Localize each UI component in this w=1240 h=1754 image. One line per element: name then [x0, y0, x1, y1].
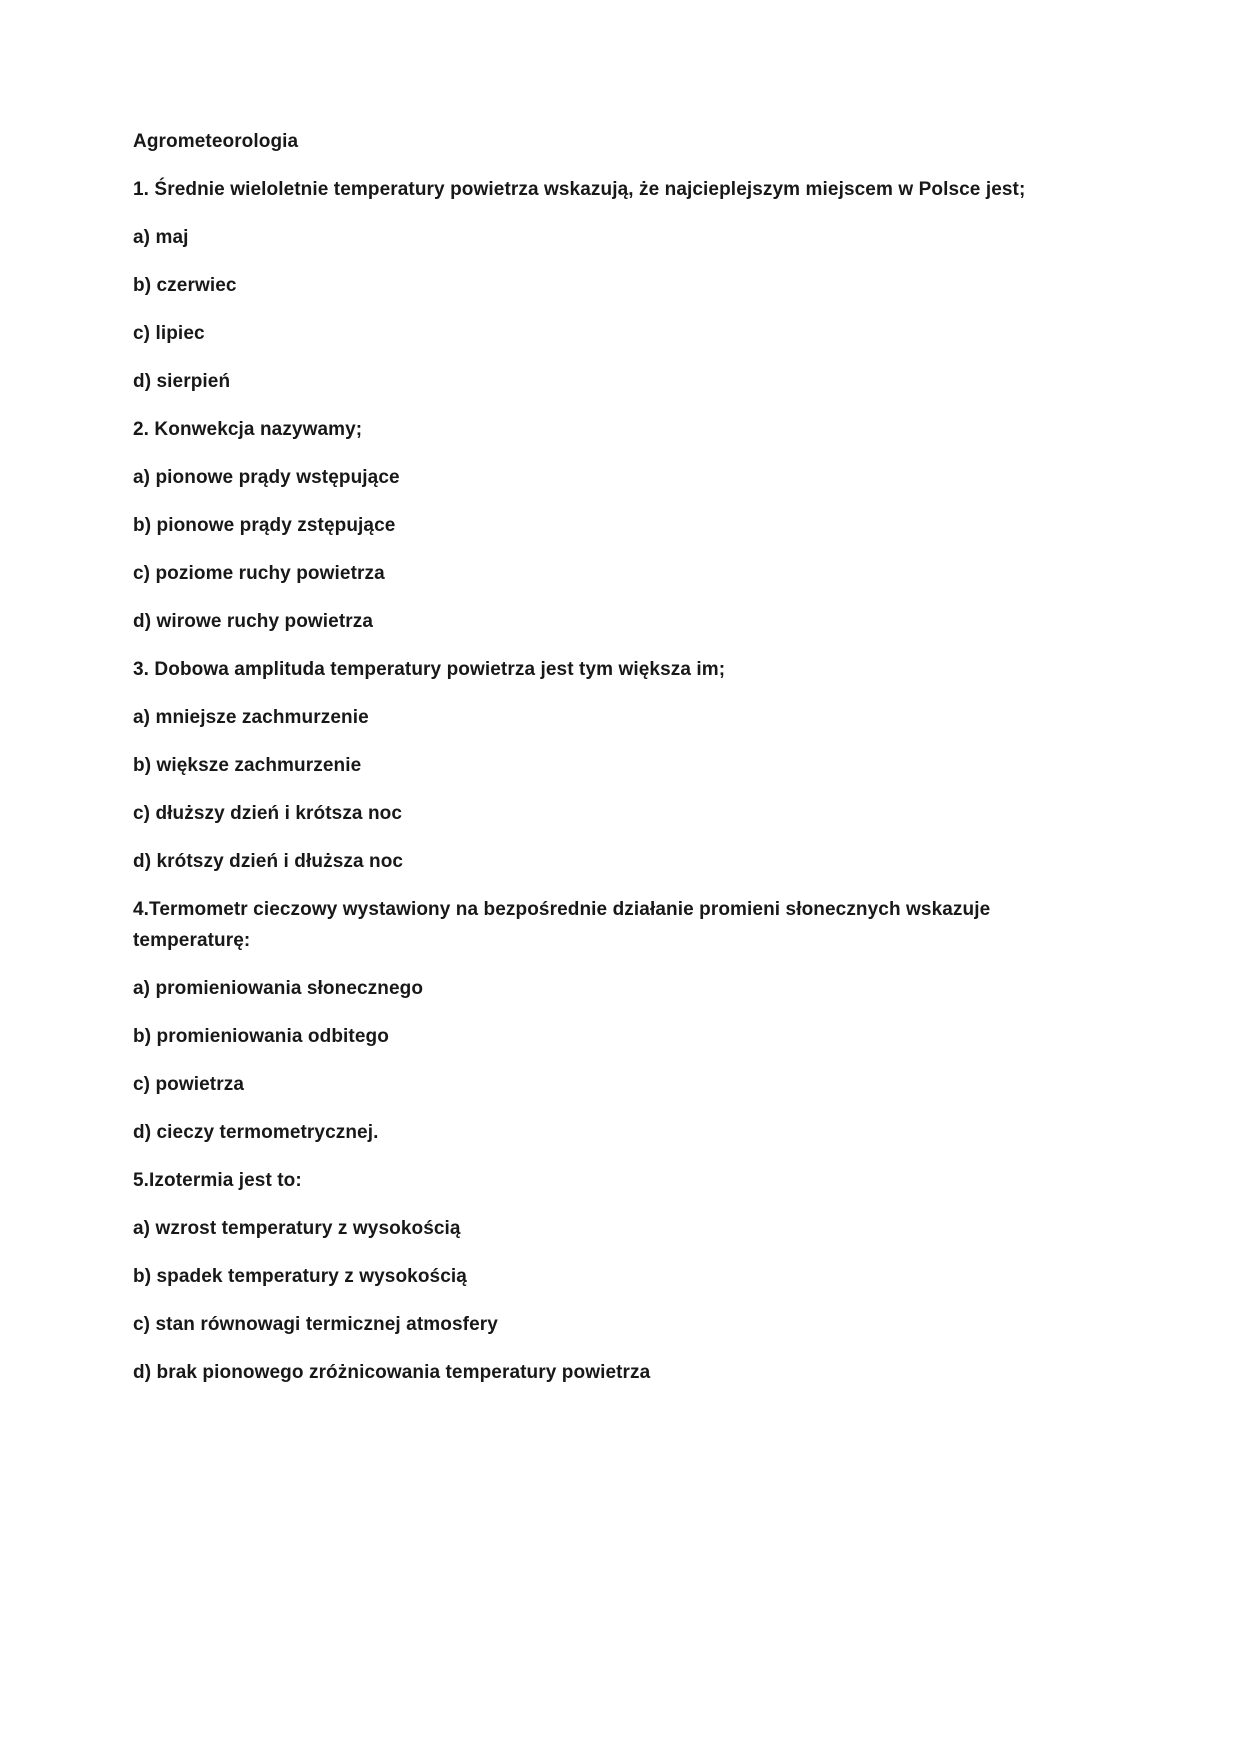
question-1-text: 1. Średnie wieloletnie temperatury powietrza wskazują, że najcieplejszym miejscem w Polsce jest;	[133, 179, 1026, 200]
question-2-answer-b: b) pionowe prądy zstępujące	[133, 515, 396, 536]
question-4-answer-b: b) promieniowania odbitego	[133, 1026, 389, 1047]
question-1-answer-d: d) sierpień	[133, 371, 231, 392]
question-4-answer-d: d) cieczy termometrycznej.	[133, 1122, 379, 1143]
question-1-answer-b: b) czerwiec	[133, 275, 237, 296]
question-4-answer-c: c) powietrza	[133, 1074, 244, 1095]
question-3-answer-a: a) mniejsze zachmurzenie	[133, 707, 369, 728]
question-1-answer-a: a) maj	[133, 227, 189, 248]
question-5-answer-a: a) wzrost temperatury z wysokością	[133, 1218, 461, 1239]
question-1-answer-c: c) lipiec	[133, 323, 205, 344]
question-2-answer-d: d) wirowe ruchy powietrza	[133, 611, 374, 632]
question-2-answer-a: a) pionowe prądy wstępujące	[133, 467, 400, 488]
question-5-answer-b: b) spadek temperatury z wysokością	[133, 1266, 467, 1287]
question-2-text: 2. Konwekcja nazywamy;	[133, 419, 363, 440]
question-4-answer-a: a) promieniowania słonecznego	[133, 978, 424, 999]
question-3-text: 3. Dobowa amplituda temperatury powietrza jest tym większa im;	[133, 659, 726, 680]
question-4-text	[133, 894, 1060, 956]
question-4-text-line-1: 4.Termometr cieczowy wystawiony na bezpośrednie działanie promieni słonecznych wskazuje	[133, 899, 991, 920]
question-3-answer-b: b) większe zachmurzenie	[133, 755, 362, 776]
question-3-answer-d: d) krótszy dzień i dłuższa noc	[133, 851, 404, 872]
question-5-answer-d: d) brak pionowego zróżnicowania temperatury powietrza	[133, 1362, 651, 1383]
question-2-answer-c: c) poziome ruchy powietrza	[133, 563, 385, 584]
question-5-answer-c: c) stan równowagi termicznej atmosfery	[133, 1314, 498, 1335]
question-4-text-line-2: temperaturę:	[133, 930, 251, 951]
document-title: Agrometeorologia	[133, 131, 299, 152]
question-5-text: 5.Izotermia jest to:	[133, 1170, 302, 1191]
question-3-answer-c: c) dłuższy dzień i krótsza noc	[133, 803, 403, 824]
